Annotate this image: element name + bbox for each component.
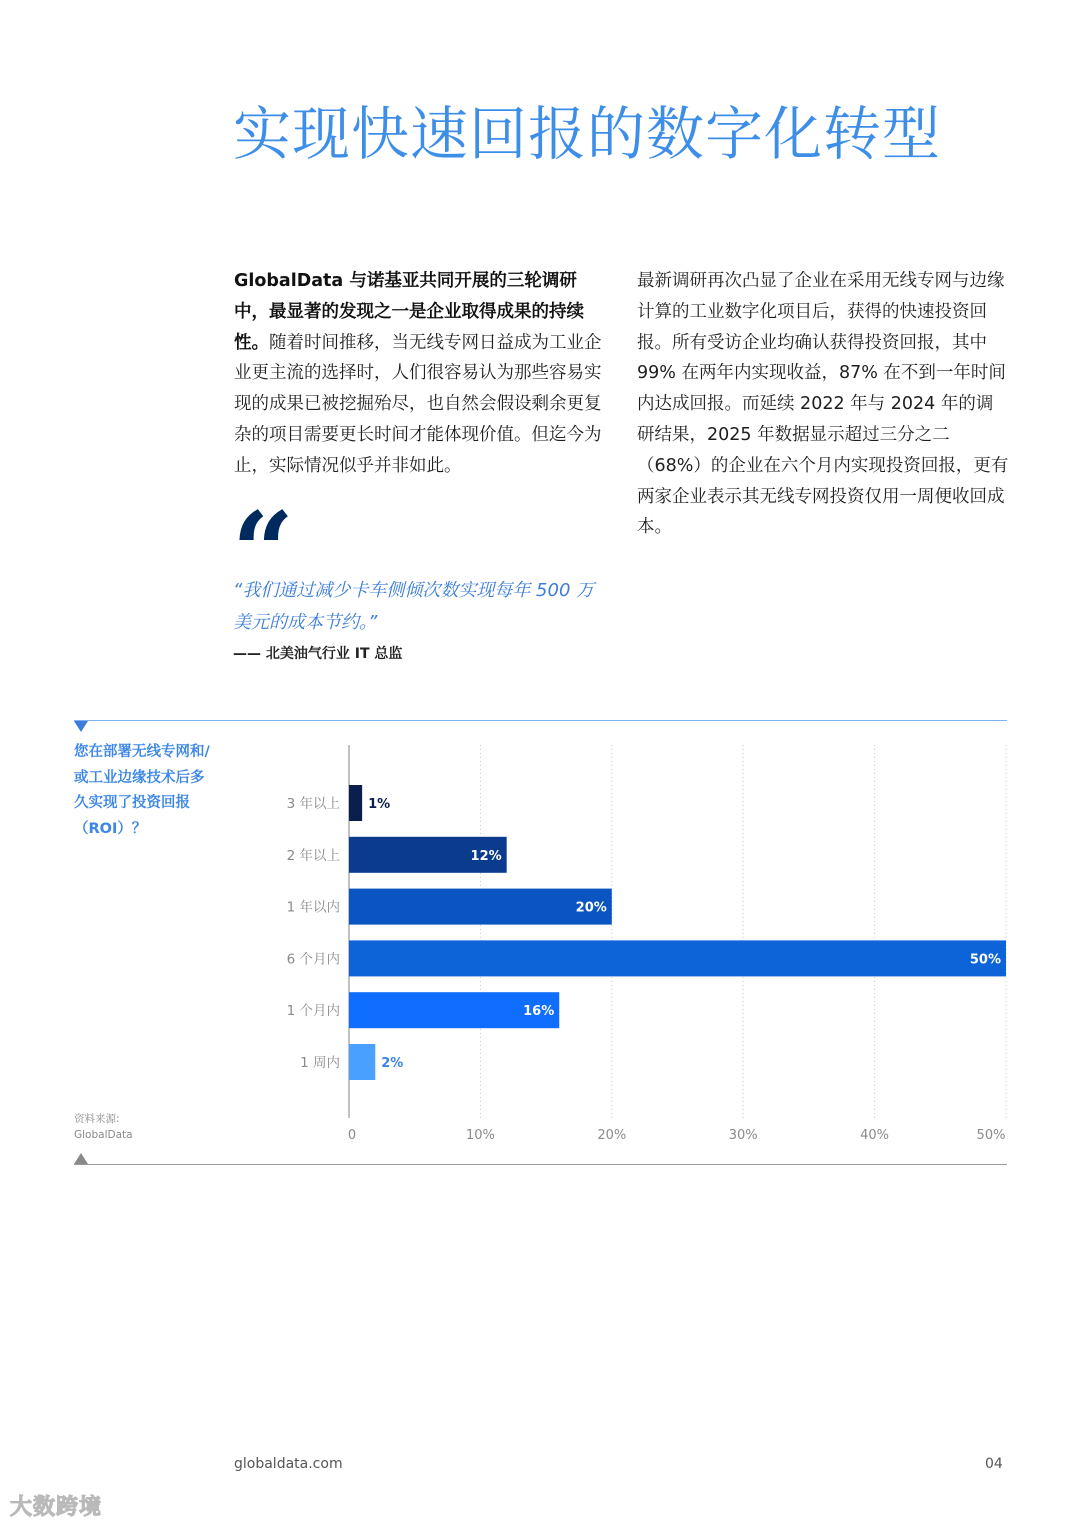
x-tick-label: 50% (976, 1128, 1006, 1143)
category-label: 3 年以上 (286, 796, 340, 812)
x-tick-label: 0 (347, 1128, 357, 1143)
triangle-up-icon (74, 1153, 88, 1164)
chart-source: 资料来源: GlobalData (74, 1113, 133, 1141)
data-label: 16% (523, 1004, 555, 1020)
data-label: 12% (470, 848, 502, 864)
bar (349, 889, 612, 925)
page-title: 实现快速回报的数字化转型 (233, 100, 942, 168)
intro-body: 随着时间推移，当无线专网日益成为工业企业更主流的选择时，人们很容易认为那些容易实现的成果已被挖掘殆尽，也自然会假设剩余更复杂的项目需要更长时间才能体现价值。但迄今为止，实际情况似乎并非如此。 (234, 332, 602, 476)
data-label: 2% (381, 1056, 404, 1071)
x-tick-label: 40% (860, 1128, 890, 1143)
footer-url[interactable]: globaldata.com (234, 1456, 343, 1472)
x-tick-label: 20% (597, 1128, 627, 1143)
bar (349, 1044, 375, 1080)
category-label: 1 个月内 (286, 1003, 340, 1020)
category-label: 1 年以内 (286, 899, 340, 916)
bar (349, 785, 362, 821)
data-label: 1% (368, 797, 391, 812)
chart-bottom-divider (74, 1164, 1007, 1165)
intro-bold-lead: GlobalData 与诺基亚共同开展的三轮调研中，最显著的发现之一是企业取得成果的持续性。 (234, 271, 584, 353)
page-number: 04 (985, 1456, 1003, 1472)
findings-paragraph: 最新调研再次凸显了企业在采用无线专网与边缘计算的工业数字化项目后，获得的快速投资回报。所有受访企业均确认获得投资回报，其中 99% 在两年内实现收益，87% 在不到一年时间内达成回报。而延续 2022 年与 2024 年的调研结果，2025 年数据显示超过三分之二（68%）的企业在六个月内实现投资回报，更有两家企业表示其无线专网投资仅用一周便收回成本。 (637, 271, 1009, 538)
chart-question: 您在部署无线专网和/或工业边缘技术后多久实现了投资回报（ROI）？ (74, 744, 210, 837)
quote-mark-icon: “ (232, 489, 289, 615)
x-tick-label: 30% (728, 1128, 758, 1143)
x-tick-label: 10% (465, 1128, 495, 1143)
bar (349, 940, 1006, 976)
watermark-logo: 大数跨境 (10, 1495, 103, 1520)
category-label: 6 个月内 (286, 951, 340, 968)
data-label: 20% (575, 900, 607, 916)
quote-text: “我们通过减少卡车侧倾次数实现每年 500 万美元的成本节约。” (233, 580, 595, 633)
data-label: 50% (969, 952, 1001, 968)
category-label: 2 年以上 (286, 847, 340, 864)
quote-attribution: —— 北美油气行业 IT 总监 (233, 646, 403, 662)
category-label: 1 周内 (300, 1055, 340, 1071)
